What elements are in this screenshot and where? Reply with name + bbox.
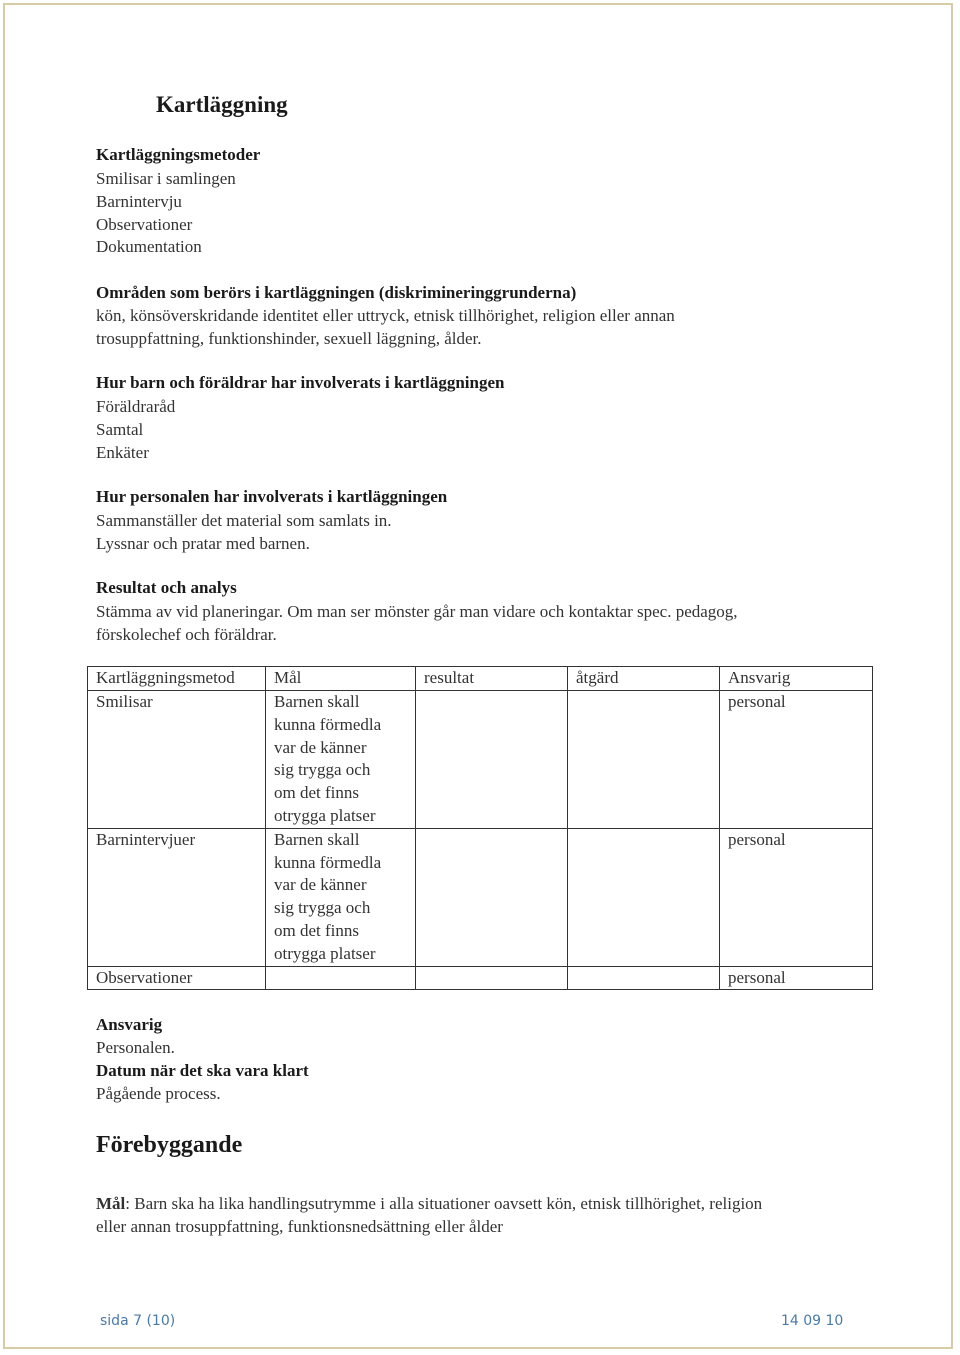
column-header: åtgärd [568,667,720,691]
prevent-goal [96,1193,762,1239]
table-cell [568,691,720,829]
table-row [88,691,873,829]
column-header: Ansvarig [720,667,873,691]
table-cell: personal [720,691,873,829]
methods-list [96,168,236,259]
list-item: Lyssnar och pratar med barnen. [96,533,310,553]
table-cell: personal [720,828,873,966]
goal-text: : Barn ska ha lika handlingsutrymme i alla situationer oavsett kön, etnisk tillhörighet, religion [125,1194,763,1213]
list-item: Dokumentation [96,237,202,257]
table-cell [568,966,720,990]
responsible-heading: Ansvarig [96,1015,163,1034]
footer-date: 14 09 10 [781,1313,844,1329]
responsible-value: Personalen. [96,1038,175,1057]
text-line: förskolechef och föräldrar. [96,624,277,644]
date-heading: Datum när det ska vara klart [96,1061,309,1080]
staff-heading: Hur personalen har involverats i kartläggningen [96,487,448,506]
list-item: Observationer [96,214,193,234]
table-row [88,966,873,990]
table-header-row [88,667,873,691]
list-item: Smilisar i samlingen [96,169,236,188]
table-cell [568,828,720,966]
page-title: Kartläggning [156,92,288,117]
areas-heading: Områden som berörs i kartläggningen (diskrimineringgrunderna) [96,283,577,302]
list-item: Barnintervju [96,191,182,211]
text-line: Stämma av vid planeringar. Om man ser mönster går man vidare och kontaktar spec. pedagog, [96,602,738,621]
list-item: Föräldraråd [96,397,176,416]
result-heading: Resultat och analys [96,578,237,597]
goal-line [96,1193,762,1216]
prevent-heading: Förebyggande [96,1132,243,1158]
page-number: sida 7 (10) [100,1313,176,1329]
children-heading: Hur barn och föräldrar har involverats i kartläggningen [96,373,505,392]
areas-text [96,305,675,351]
table-cell [416,828,568,966]
column-header: resultat [416,667,568,691]
table-cell [416,691,568,829]
text-line: trosuppfattning, funktionshinder, sexuell läggning, ålder. [96,328,482,348]
document-page [3,3,953,1349]
mapping-table [87,666,873,990]
text-line: kön, könsöverskridande identitet eller uttryck, etnisk tillhörighet, religion eller annan [96,306,675,325]
goal-label: Mål [96,1194,126,1213]
list-item: Enkäter [96,442,149,462]
result-text [96,601,738,647]
table-row [88,828,873,966]
list-item: Sammanställer det material som samlats in. [96,511,392,530]
table-cell [266,966,416,990]
date-value: Pågående process. [96,1084,221,1103]
methods-heading: Kartläggningsmetoder [96,145,261,164]
table-cell [416,966,568,990]
goal-line: eller annan trosuppfattning, funktionsnedsättning eller ålder [96,1216,503,1236]
table-cell: personal [720,966,873,990]
table-cell: Observationer [88,966,266,990]
table-cell: Barnen skall kunna förmedla var de känner sig trygga och om det finns otrygga platser [266,828,416,966]
table-cell: Smilisar [88,691,266,829]
list-item: Samtal [96,419,144,439]
column-header: Kartläggningsmetod [88,667,266,691]
column-header: Mål [266,667,416,691]
table-cell: Barnintervjuer [88,828,266,966]
table-cell: Barnen skall kunna förmedla var de känner sig trygga och om det finns otrygga platser [266,691,416,829]
staff-list [96,510,392,556]
children-list [96,396,175,464]
